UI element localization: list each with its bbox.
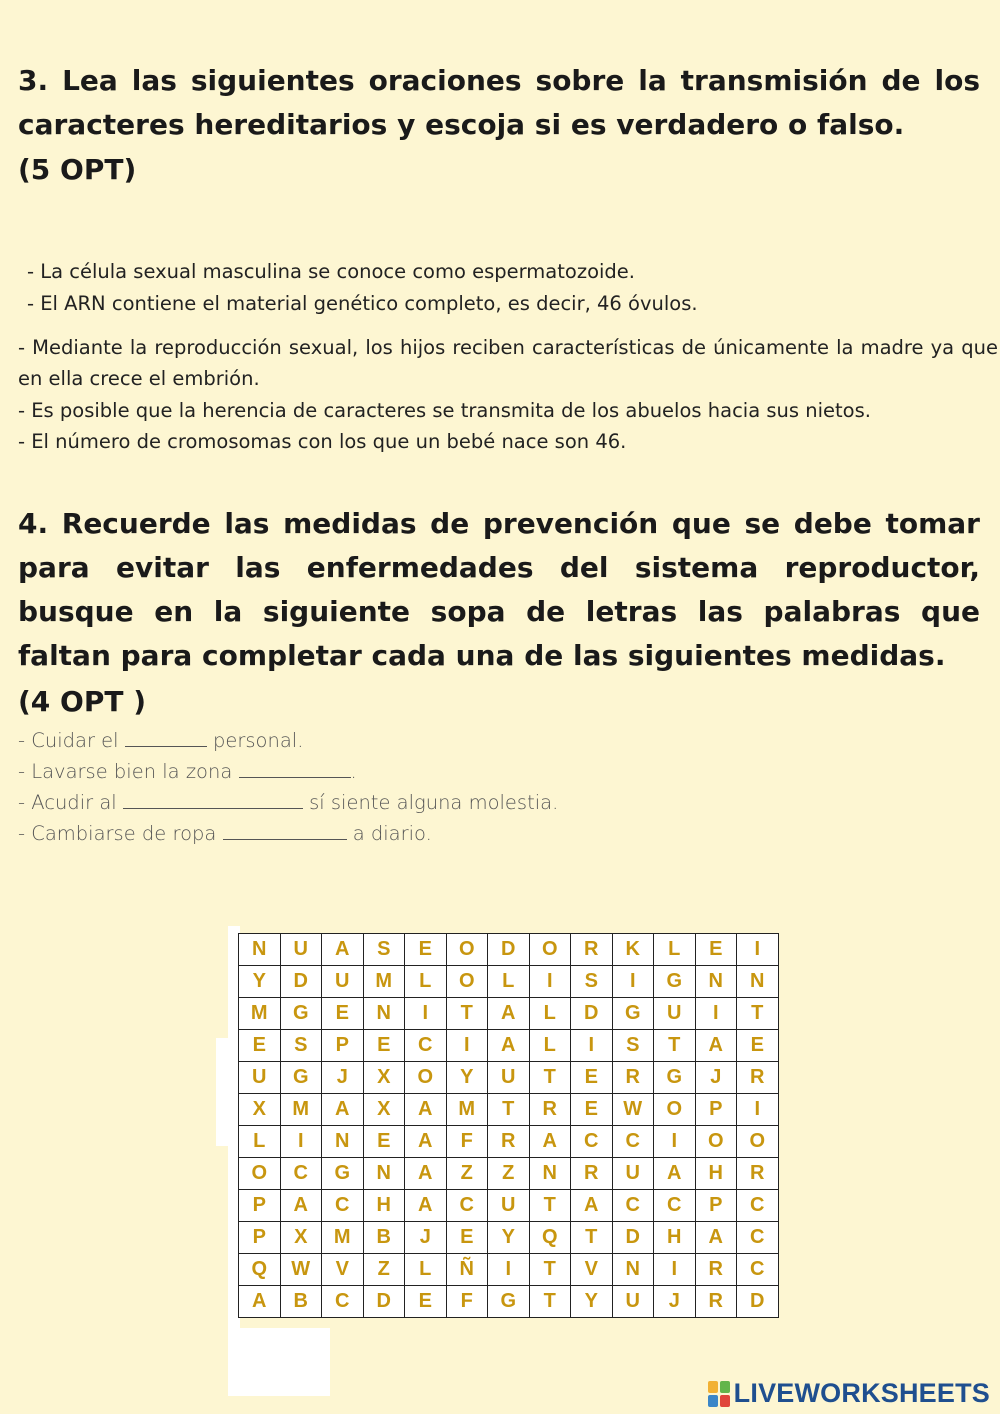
grid-row <box>239 934 779 966</box>
grid-cell[interactable]: L <box>405 966 447 998</box>
grid-cell[interactable]: L <box>239 1126 281 1158</box>
grid-cell[interactable]: C <box>612 1190 654 1222</box>
grid-cell[interactable]: R <box>571 1158 613 1190</box>
grid-cell[interactable]: H <box>363 1190 405 1222</box>
grid-cell[interactable]: A <box>529 1126 571 1158</box>
grid-cell[interactable]: N <box>363 998 405 1030</box>
grid-cell[interactable]: I <box>488 1254 530 1286</box>
grid-cell[interactable]: A <box>405 1094 447 1126</box>
grid-cell[interactable]: X <box>363 1094 405 1126</box>
fill-item-4-after: a diario. <box>346 822 432 845</box>
grid-cell[interactable]: I <box>737 934 779 966</box>
grid-cell[interactable]: Y <box>239 966 281 998</box>
fill-item-2 <box>18 756 357 787</box>
grid-cell[interactable]: Y <box>446 1062 488 1094</box>
grid-cell[interactable]: N <box>612 1254 654 1286</box>
answer-blank-4[interactable] <box>223 821 347 840</box>
grid-cell[interactable]: R <box>737 1062 779 1094</box>
grid-cell[interactable]: X <box>280 1222 322 1254</box>
grid-cell[interactable]: N <box>239 934 281 966</box>
grid-cell[interactable]: T <box>488 1094 530 1126</box>
grid-cell[interactable]: R <box>695 1254 737 1286</box>
grid-cell[interactable]: W <box>612 1094 654 1126</box>
grid-cell[interactable]: E <box>571 1094 613 1126</box>
grid-cell[interactable]: Q <box>529 1222 571 1254</box>
grid-cell[interactable]: T <box>529 1062 571 1094</box>
grid-cell[interactable]: K <box>612 934 654 966</box>
fill-item-1 <box>18 725 303 756</box>
grid-cell[interactable]: O <box>654 1094 696 1126</box>
grid-cell[interactable]: U <box>239 1062 281 1094</box>
grid-cell[interactable]: E <box>737 1030 779 1062</box>
grid-cell[interactable]: B <box>363 1222 405 1254</box>
grid-cell[interactable]: R <box>695 1286 737 1318</box>
question-3-title: 3. Lea las siguientes oraciones sobre la transmisión de los caracteres hereditarios y escoja si es verdadero o falso. <box>18 64 980 141</box>
grid-cell[interactable]: C <box>612 1126 654 1158</box>
grid-cell[interactable]: L <box>654 934 696 966</box>
grid-cell[interactable]: L <box>529 998 571 1030</box>
grid-cell[interactable]: R <box>529 1094 571 1126</box>
grid-cell[interactable]: A <box>654 1158 696 1190</box>
grid-cell[interactable]: U <box>488 1062 530 1094</box>
grid-cell[interactable]: A <box>322 1094 364 1126</box>
grid-cell[interactable]: T <box>529 1286 571 1318</box>
grid-cell[interactable]: A <box>571 1190 613 1222</box>
word-search <box>238 933 779 1318</box>
grid-cell[interactable]: N <box>363 1158 405 1190</box>
grid-cell[interactable]: N <box>737 966 779 998</box>
grid-cell[interactable]: U <box>322 966 364 998</box>
grid-cell[interactable]: S <box>571 966 613 998</box>
grid-row <box>239 998 779 1030</box>
grid-cell[interactable]: J <box>322 1062 364 1094</box>
answer-blank-3[interactable] <box>123 790 303 809</box>
grid-cell[interactable]: T <box>529 1190 571 1222</box>
grid-cell[interactable]: I <box>654 1126 696 1158</box>
fill-item-2-before: - Lavarse bien la zona <box>18 760 239 783</box>
grid-cell[interactable]: D <box>571 998 613 1030</box>
grid-row <box>239 1062 779 1094</box>
grid-cell[interactable]: O <box>446 966 488 998</box>
grid-cell[interactable]: A <box>695 1030 737 1062</box>
grid-cell[interactable]: Ñ <box>446 1254 488 1286</box>
grid-cell[interactable]: A <box>488 1030 530 1062</box>
grid-cell[interactable]: E <box>363 1126 405 1158</box>
grid-cell[interactable]: M <box>239 998 281 1030</box>
grid-cell[interactable]: M <box>280 1094 322 1126</box>
grid-row <box>239 1030 779 1062</box>
fill-item-3 <box>18 787 558 818</box>
liveworksheets-logo-icon <box>708 1381 730 1407</box>
grid-cell[interactable]: A <box>280 1190 322 1222</box>
grid-row <box>239 1222 779 1254</box>
grid-cell[interactable]: D <box>612 1222 654 1254</box>
grid-cell[interactable]: A <box>488 998 530 1030</box>
fill-item-4 <box>18 818 432 849</box>
grid-cell[interactable]: C <box>322 1190 364 1222</box>
grid-cell[interactable]: G <box>280 998 322 1030</box>
grid-cell[interactable]: P <box>239 1190 281 1222</box>
grid-cell[interactable]: Z <box>446 1158 488 1190</box>
statement-2[interactable]: - El ARN contiene el material genético completo, es decir, 46 óvulos. <box>27 292 698 315</box>
grid-cell[interactable]: P <box>239 1222 281 1254</box>
grid-cell[interactable]: G <box>654 966 696 998</box>
grid-cell[interactable]: G <box>612 998 654 1030</box>
statement-3[interactable]: - Mediante la reproducción sexual, los hijos reciben características de únicamente la madre ya que en ella crece el embrión. <box>18 336 998 390</box>
grid-cell[interactable]: J <box>695 1062 737 1094</box>
grid-cell[interactable]: J <box>405 1222 447 1254</box>
grid-cell[interactable]: T <box>737 998 779 1030</box>
grid-cell[interactable]: A <box>322 934 364 966</box>
grid-cell[interactable]: N <box>322 1126 364 1158</box>
grid-cell[interactable]: G <box>654 1062 696 1094</box>
grid-cell[interactable]: R <box>488 1126 530 1158</box>
grid-row <box>239 1254 779 1286</box>
grid-cell[interactable]: C <box>280 1158 322 1190</box>
grid-cell[interactable]: S <box>280 1030 322 1062</box>
grid-cell[interactable]: C <box>322 1286 364 1318</box>
question-4-title: 4. Recuerde las medidas de prevención que se debe tomar para evitar las enfermedades del sistema reproductor, busque en la siguiente sopa de letras las palabras que faltan para completar cada una de las siguientes medidas. <box>18 507 980 672</box>
grid-cell[interactable]: A <box>405 1190 447 1222</box>
question-3-points: (5 OPT) <box>18 153 137 186</box>
grid-row <box>239 966 779 998</box>
grid-cell[interactable]: Y <box>488 1222 530 1254</box>
grid-cell[interactable]: U <box>488 1190 530 1222</box>
grid-cell[interactable]: M <box>363 966 405 998</box>
grid-cell[interactable]: R <box>737 1158 779 1190</box>
grid-cell[interactable]: C <box>737 1254 779 1286</box>
liveworksheets-logo <box>708 1378 990 1409</box>
white-patch-bottom <box>228 1328 330 1396</box>
grid-cell[interactable]: D <box>737 1286 779 1318</box>
grid-cell[interactable]: G <box>488 1286 530 1318</box>
grid-row <box>239 1094 779 1126</box>
grid-cell[interactable]: L <box>405 1254 447 1286</box>
grid-cell[interactable]: P <box>695 1094 737 1126</box>
grid-cell[interactable]: C <box>737 1222 779 1254</box>
grid-cell[interactable]: E <box>571 1062 613 1094</box>
grid-row <box>239 1190 779 1222</box>
answer-blank-1[interactable] <box>125 728 207 747</box>
grid-cell[interactable]: E <box>363 1030 405 1062</box>
grid-row <box>239 1286 779 1318</box>
grid-cell[interactable]: C <box>405 1030 447 1062</box>
statement-1[interactable]: - La célula sexual masculina se conoce como espermatozoide. <box>27 260 635 283</box>
grid-cell[interactable]: D <box>488 934 530 966</box>
grid-cell[interactable]: E <box>446 1222 488 1254</box>
grid-cell[interactable]: F <box>446 1126 488 1158</box>
grid-cell[interactable]: S <box>363 934 405 966</box>
grid-cell[interactable]: G <box>322 1158 364 1190</box>
statement-4[interactable]: - Es posible que la herencia de caracteres se transmita de los abuelos hacia sus nietos. <box>18 399 871 422</box>
fill-item-4-before: - Cambiarse de ropa <box>18 822 223 845</box>
grid-cell[interactable]: R <box>612 1062 654 1094</box>
grid-cell[interactable]: T <box>529 1254 571 1286</box>
grid-cell[interactable]: U <box>280 934 322 966</box>
grid-row <box>239 1158 779 1190</box>
grid-cell[interactable]: O <box>239 1158 281 1190</box>
grid-cell[interactable]: J <box>654 1286 696 1318</box>
grid-row <box>239 1126 779 1158</box>
grid-cell[interactable]: I <box>612 966 654 998</box>
grid-cell[interactable]: P <box>695 1190 737 1222</box>
grid-cell[interactable]: O <box>737 1126 779 1158</box>
grid-cell[interactable]: M <box>446 1094 488 1126</box>
grid-cell[interactable]: P <box>322 1030 364 1062</box>
grid-cell[interactable]: T <box>654 1030 696 1062</box>
white-patch-left-mid <box>216 1038 240 1146</box>
grid-cell[interactable]: C <box>737 1190 779 1222</box>
grid-cell[interactable]: Q <box>239 1254 281 1286</box>
grid-cell[interactable]: T <box>571 1222 613 1254</box>
grid-cell[interactable]: F <box>446 1286 488 1318</box>
grid-cell[interactable]: L <box>529 1030 571 1062</box>
fill-item-2-after: . <box>350 760 357 783</box>
grid-cell[interactable]: M <box>322 1222 364 1254</box>
grid-cell[interactable]: A <box>239 1286 281 1318</box>
grid-cell[interactable]: I <box>405 998 447 1030</box>
grid-cell[interactable]: I <box>695 998 737 1030</box>
grid-cell[interactable]: Z <box>363 1254 405 1286</box>
grid-cell[interactable]: C <box>571 1126 613 1158</box>
grid-cell[interactable]: U <box>612 1158 654 1190</box>
statement-5[interactable]: - El número de cromosomas con los que un bebé nace son 46. <box>18 430 627 453</box>
grid-cell[interactable]: V <box>571 1254 613 1286</box>
grid-cell[interactable]: C <box>654 1190 696 1222</box>
grid-cell[interactable]: T <box>446 998 488 1030</box>
grid-cell[interactable]: N <box>695 966 737 998</box>
grid-cell[interactable]: I <box>737 1094 779 1126</box>
grid-cell[interactable]: I <box>654 1254 696 1286</box>
grid-cell[interactable]: A <box>405 1126 447 1158</box>
fill-item-1-after: personal. <box>206 729 304 752</box>
grid-cell[interactable]: B <box>280 1286 322 1318</box>
fill-item-1-before: - Cuidar el <box>18 729 125 752</box>
grid-cell[interactable]: A <box>695 1222 737 1254</box>
grid-cell[interactable]: E <box>405 1286 447 1318</box>
grid-cell[interactable]: E <box>239 1030 281 1062</box>
grid-cell[interactable]: V <box>322 1254 364 1286</box>
grid-cell[interactable]: D <box>280 966 322 998</box>
grid-cell[interactable]: Y <box>571 1286 613 1318</box>
grid-cell[interactable]: E <box>695 934 737 966</box>
grid-cell[interactable]: W <box>280 1254 322 1286</box>
grid-cell[interactable]: I <box>280 1126 322 1158</box>
grid-cell[interactable]: A <box>405 1158 447 1190</box>
answer-blank-2[interactable] <box>239 759 351 778</box>
grid-cell[interactable]: L <box>488 966 530 998</box>
word-search-grid <box>238 933 779 1318</box>
grid-cell[interactable]: H <box>695 1158 737 1190</box>
grid-cell[interactable]: I <box>529 966 571 998</box>
question-4-points: (4 OPT ) <box>18 685 146 718</box>
grid-cell[interactable]: D <box>363 1286 405 1318</box>
grid-cell[interactable]: I <box>571 1030 613 1062</box>
fill-item-3-before: - Acudir al <box>18 791 123 814</box>
grid-cell[interactable]: E <box>322 998 364 1030</box>
grid-cell[interactable]: C <box>446 1190 488 1222</box>
logo-text: LIVEWORKSHEETS <box>733 1378 990 1408</box>
grid-cell[interactable]: U <box>654 998 696 1030</box>
grid-cell[interactable]: H <box>654 1222 696 1254</box>
grid-cell[interactable]: O <box>695 1126 737 1158</box>
grid-cell[interactable]: R <box>571 934 613 966</box>
grid-cell[interactable]: N <box>529 1158 571 1190</box>
grid-cell[interactable]: G <box>280 1062 322 1094</box>
fill-item-3-after: sí siente alguna molestia. <box>302 791 559 814</box>
grid-cell[interactable]: O <box>405 1062 447 1094</box>
grid-cell[interactable]: U <box>612 1286 654 1318</box>
grid-cell[interactable]: X <box>363 1062 405 1094</box>
grid-cell[interactable]: I <box>446 1030 488 1062</box>
grid-cell[interactable]: O <box>446 934 488 966</box>
grid-cell[interactable]: Z <box>488 1158 530 1190</box>
grid-cell[interactable]: X <box>239 1094 281 1126</box>
grid-cell[interactable]: O <box>529 934 571 966</box>
grid-cell[interactable]: S <box>612 1030 654 1062</box>
grid-cell[interactable]: E <box>405 934 447 966</box>
